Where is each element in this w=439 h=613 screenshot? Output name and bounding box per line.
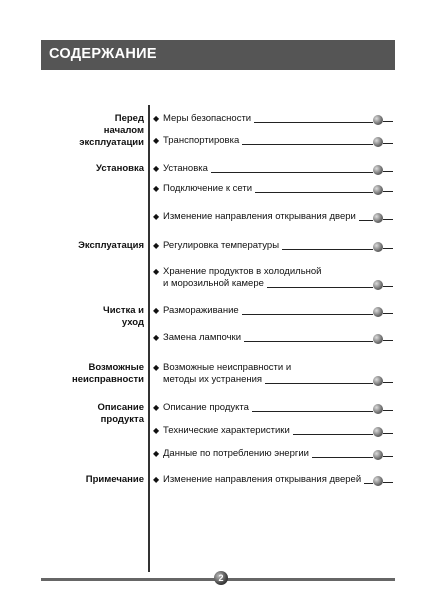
section-label-line: продукта — [100, 414, 144, 425]
leader-tail — [383, 248, 393, 249]
leader-tail — [383, 171, 393, 172]
bullet-icon: ◆ — [153, 184, 160, 193]
leader-tail — [383, 340, 393, 341]
leader-line — [244, 341, 373, 342]
toc-entry-text: Описание продукта — [163, 402, 249, 413]
toc-entry-text: Транспортировка — [163, 135, 240, 146]
toc-entry[interactable] — [153, 305, 395, 317]
toc-entry-text: и морозильной камере — [163, 278, 264, 289]
leader-tail — [383, 219, 393, 220]
page-ball-icon — [373, 450, 383, 460]
page-ball-icon — [373, 185, 383, 195]
section-label-line: Чистка и — [103, 305, 144, 316]
leader-tail — [383, 313, 393, 314]
page-ball-icon — [373, 376, 383, 386]
leader-line — [293, 434, 373, 435]
leader-line — [242, 314, 373, 315]
toc-page-number — [373, 376, 383, 386]
leader-tail — [383, 456, 393, 457]
page-number: 2 — [214, 571, 228, 585]
toc-entry-text: Технические характеристики — [163, 425, 290, 436]
page-title: СОДЕРЖАНИЕ — [49, 46, 157, 62]
leader-tail — [383, 433, 393, 434]
leader-tail — [383, 286, 393, 287]
toc-entry[interactable] — [153, 163, 395, 175]
page-ball-icon — [373, 476, 383, 486]
toc-page-number — [373, 427, 383, 437]
toc-page-number — [373, 137, 383, 147]
toc-entry-text: Размораживание — [163, 305, 239, 316]
section-label — [40, 240, 144, 252]
leader-line — [267, 287, 373, 288]
section-label — [40, 163, 144, 175]
bullet-icon: ◆ — [153, 426, 160, 435]
toc-entry-text: Данные по потреблению энергии — [163, 448, 309, 459]
bullet-icon: ◆ — [153, 241, 160, 250]
section-label-line: Описание — [97, 402, 144, 413]
bullet-icon: ◆ — [153, 475, 160, 484]
toc-entry[interactable] — [153, 402, 395, 414]
section-label-line: началом — [103, 125, 144, 136]
toc-entry[interactable] — [153, 474, 395, 486]
toc-page-number — [373, 334, 383, 344]
leader-tail — [383, 191, 393, 192]
leader-line — [364, 483, 373, 484]
leader-tail — [383, 382, 393, 383]
bullet-icon: ◆ — [153, 449, 160, 458]
toc-entry-text: Изменение направления открывания двери — [163, 211, 356, 222]
page-ball-icon — [373, 280, 383, 290]
page-ball-icon — [373, 307, 383, 317]
section-label-line: уход — [121, 317, 144, 328]
page-ball-icon — [373, 242, 383, 252]
section-label-line: Примечание — [85, 474, 144, 485]
toc-entry[interactable] — [153, 113, 395, 125]
column-divider — [148, 105, 150, 572]
page-ball-icon — [373, 404, 383, 414]
toc-page-number — [373, 280, 383, 290]
toc-entry[interactable] — [153, 332, 395, 344]
toc-page-number — [373, 450, 383, 460]
bullet-icon: ◆ — [153, 164, 160, 173]
page-ball-icon — [373, 427, 383, 437]
bullet-icon: ◆ — [153, 403, 160, 412]
toc-entry-text: Замена лампочки — [163, 332, 241, 343]
page-ball-icon — [373, 137, 383, 147]
section-label — [40, 362, 144, 386]
toc-page-number — [373, 242, 383, 252]
bullet-icon: ◆ — [153, 267, 160, 276]
toc-page-number — [373, 476, 383, 486]
leader-line — [242, 144, 373, 145]
toc-entry-text: Хранение продуктов в холодильной — [163, 266, 322, 277]
leader-line — [254, 122, 373, 123]
bullet-icon: ◆ — [153, 333, 160, 342]
toc-entry[interactable] — [153, 425, 395, 437]
section-label — [40, 474, 144, 486]
page-ball-icon — [373, 115, 383, 125]
section-label-line: Установка — [96, 163, 144, 174]
section-label-line: Возможные — [88, 362, 144, 373]
toc-page-number — [373, 185, 383, 195]
section-label-line: эксплуатации — [79, 137, 144, 148]
toc-page-number — [373, 213, 383, 223]
bullet-icon: ◆ — [153, 136, 160, 145]
toc-entry-text: Установка — [163, 163, 208, 174]
leader-line — [255, 192, 373, 193]
toc-entry-text: Меры безопасности — [163, 113, 252, 124]
leader-line — [312, 457, 373, 458]
bullet-icon: ◆ — [153, 306, 160, 315]
bullet-icon: ◆ — [153, 114, 160, 123]
section-label-line: неисправности — [71, 374, 144, 385]
leader-tail — [383, 121, 393, 122]
toc-page-number — [373, 165, 383, 175]
toc-entry[interactable] — [153, 183, 395, 195]
toc-entry[interactable] — [153, 240, 395, 252]
toc-entry[interactable] — [153, 448, 395, 460]
leader-line — [359, 220, 373, 221]
toc-entry[interactable] — [153, 135, 395, 147]
page-ball-icon — [373, 213, 383, 223]
title-bar — [41, 40, 395, 70]
leader-tail — [383, 143, 393, 144]
leader-line — [211, 172, 373, 173]
toc-entry-text: методы их устранения — [163, 374, 263, 385]
toc-page-number — [373, 404, 383, 414]
toc-page-number — [373, 307, 383, 317]
bullet-icon: ◆ — [153, 363, 160, 372]
leader-line — [265, 383, 373, 384]
toc-entry-text: Регулировка температуры — [163, 240, 280, 251]
page-ball-icon — [373, 165, 383, 175]
section-label-line: Перед — [114, 113, 144, 124]
toc-entry[interactable] — [153, 211, 395, 223]
section-label — [40, 113, 144, 149]
leader-line — [252, 411, 373, 412]
bullet-icon: ◆ — [153, 212, 160, 221]
toc-entry-text: Возможные неисправности и — [163, 362, 292, 373]
toc-page-number — [373, 115, 383, 125]
leader-tail — [383, 410, 393, 411]
toc-entry-text: Изменение направления открывания дверей — [163, 474, 362, 485]
section-label-line: Эксплуатация — [78, 240, 144, 251]
leader-tail — [383, 482, 393, 483]
page-ball-icon — [373, 334, 383, 344]
leader-line — [282, 249, 373, 250]
toc-entry-text: Подключение к сети — [163, 183, 253, 194]
section-label — [40, 305, 144, 329]
section-label — [40, 402, 144, 426]
